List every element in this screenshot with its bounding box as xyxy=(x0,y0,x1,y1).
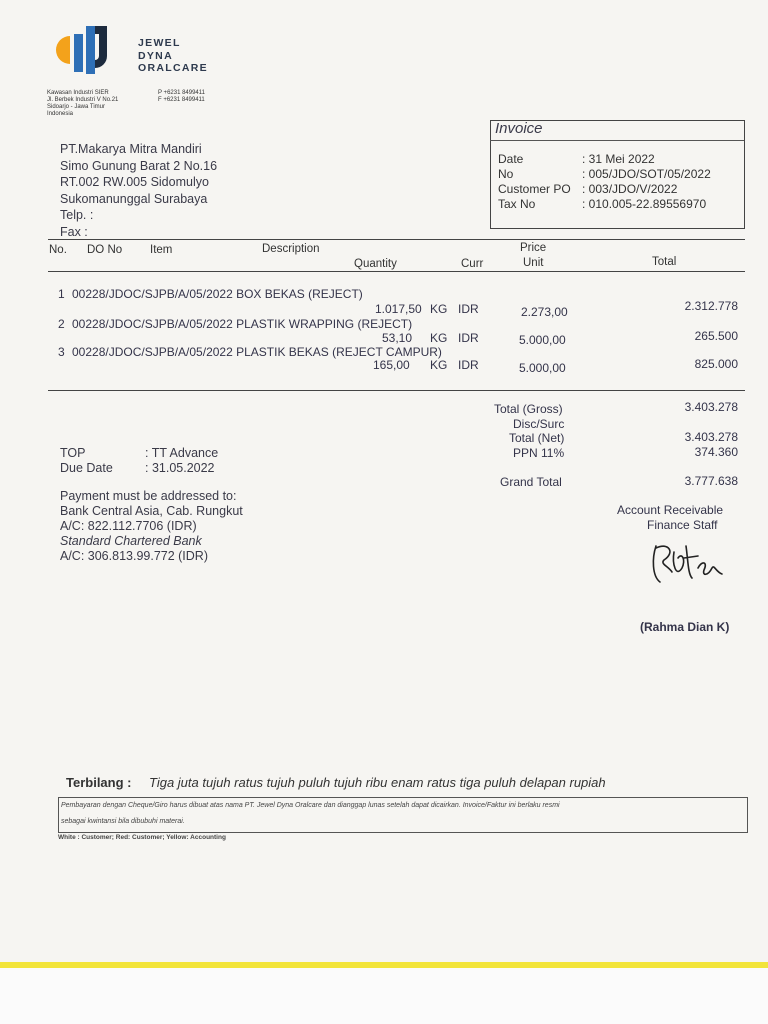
company-logo-icon xyxy=(52,22,132,84)
grand-total-value: 3.777.638 xyxy=(684,474,738,488)
top-label: TOP xyxy=(60,446,86,460)
disc-surc-label: Disc/Surc xyxy=(513,417,565,431)
invoice-no-value: : 005/JDO/SOT/05/2022 xyxy=(582,167,711,181)
payment-bank-1: Bank Central Asia, Cab. Rungkut xyxy=(60,504,243,518)
header-quantity: Quantity xyxy=(354,258,397,270)
customer-address-3: Sukomanunggal Surabaya xyxy=(60,191,208,206)
table-bottom-rule xyxy=(48,390,745,391)
row-2-unit: KG xyxy=(430,331,448,345)
row-2-price: 5.000,00 xyxy=(519,333,566,347)
due-date-value: : 31.05.2022 xyxy=(145,461,215,475)
brand-name xyxy=(138,37,208,75)
customer-po-label: Customer PO xyxy=(498,182,571,196)
grand-total-label: Grand Total xyxy=(500,475,562,489)
row-1-description: 00228/JDOC/SJPB/A/05/2022 BOX BEKAS (REJECT) xyxy=(72,287,363,301)
brand-line-1: JEWEL xyxy=(138,37,181,49)
payment-block xyxy=(60,489,243,564)
row-3-qty: 165,00 xyxy=(373,358,410,372)
customer-name: PT.Makarya Mitra Mandiri xyxy=(60,142,202,156)
total-net-label: Total (Net) xyxy=(509,431,565,445)
address-line: Indonesia xyxy=(47,111,74,117)
total-gross-value: 3.403.278 xyxy=(684,400,738,414)
customer-telp: Telp. : xyxy=(60,208,94,222)
total-net-value: 3.403.278 xyxy=(684,430,738,444)
customer-address-2: RT.002 RW.005 Sidomulyo xyxy=(60,175,209,189)
invoice-title-divider xyxy=(490,140,744,141)
footer-note-line-2: sebagai kwintansi bila dibubuhi materai. xyxy=(61,818,185,825)
footer-note-line-1: Pembayaran dengan Cheque/Giro harus dibuat atas nama PT. Jewel Dyna Oralcare dan dianggap lunas setelah dapat dicairkan. Invoice/Faktur ini berlaku resmi xyxy=(61,802,560,809)
payment-account-1: A/C: 822.112.7706 (IDR) xyxy=(60,519,197,533)
terbilang-text: Tiga juta tujuh ratus tujuh puluh tujuh ribu enam ratus tiga puluh delapan rupiah xyxy=(149,775,606,790)
tax-no-label: Tax No xyxy=(498,197,536,211)
header-total: Total xyxy=(652,256,677,268)
header-item: Item xyxy=(150,244,173,256)
ppn-label: PPN 11% xyxy=(513,446,565,460)
customer-address-1: Simo Gunung Barat 2 No.16 xyxy=(60,158,218,173)
address-line: Kawasan Industri SIER xyxy=(47,90,109,96)
header-unit: Unit xyxy=(523,257,544,269)
payment-line: Payment must be addressed to: xyxy=(60,489,237,503)
payment-account-2: A/C: 306.813.99.772 (IDR) xyxy=(60,549,208,563)
header-description: Description xyxy=(262,243,320,255)
top-value: : TT Advance xyxy=(145,446,219,460)
company-phone: P +6231 8499411 xyxy=(158,90,205,96)
invoice-no-label: No xyxy=(498,167,514,181)
company-address xyxy=(47,90,118,118)
row-2-no: 2 xyxy=(58,317,65,331)
row-1-qty: 1.017,50 xyxy=(375,302,422,316)
table-header-rule xyxy=(48,271,745,272)
row-3-unit: KG xyxy=(430,358,448,372)
handwritten-signature xyxy=(646,538,732,590)
payment-bank-2: Standard Chartered Bank xyxy=(60,534,202,548)
row-1-price: 2.273,00 xyxy=(521,305,568,319)
header-price: Price xyxy=(520,242,547,254)
tax-no-value: : 010.005-22.89556970 xyxy=(582,197,707,211)
company-contact xyxy=(158,90,205,104)
signer-role-1: Account Receivable xyxy=(617,503,724,517)
ppn-value: 374.360 xyxy=(694,445,738,459)
row-2-total: 265.500 xyxy=(694,329,738,343)
due-date-label: Due Date xyxy=(60,461,113,475)
table-top-rule xyxy=(48,239,745,240)
row-1-unit: KG xyxy=(430,302,448,316)
row-1-no: 1 xyxy=(58,287,65,301)
background-below-page xyxy=(0,968,768,1024)
total-gross-label: Total (Gross) xyxy=(494,402,563,416)
row-3-curr: IDR xyxy=(458,358,479,372)
company-fax: F +6231 8499411 xyxy=(158,97,205,103)
row-3-no: 3 xyxy=(58,345,65,359)
date-value: : 31 Mei 2022 xyxy=(582,152,655,166)
row-1-curr: IDR xyxy=(458,302,479,316)
row-2-description: 00228/JDOC/SJPB/A/05/2022 PLASTIK WRAPPING (REJECT) xyxy=(72,317,413,331)
date-label: Date xyxy=(498,152,524,166)
header-no: No. xyxy=(49,244,67,256)
customer-po-value: : 003/JDO/V/2022 xyxy=(582,182,678,196)
brand-line-3: ORALCARE xyxy=(138,62,208,74)
signer-role-2: Finance Staff xyxy=(647,518,718,532)
row-2-curr: IDR xyxy=(458,331,479,345)
row-1-total: 2.312.778 xyxy=(684,299,738,313)
row-2-qty: 53,10 xyxy=(382,331,413,345)
row-3-description: 00228/JDOC/SJPB/A/05/2022 PLASTIK BEKAS (REJECT CAMPUR) xyxy=(72,345,442,359)
signer-name: (Rahma Dian K) xyxy=(640,620,730,634)
customer-block xyxy=(60,141,217,240)
copy-distribution: White : Customer; Red: Customer; Yellow: Accounting xyxy=(58,834,226,841)
brand-line-2: DYNA xyxy=(138,49,173,62)
invoice-title: Invoice xyxy=(495,120,543,137)
row-3-price: 5.000,00 xyxy=(519,361,566,375)
address-line: Sidoarjo - Jawa Timur xyxy=(47,104,106,110)
row-3-total: 825.000 xyxy=(694,357,738,371)
customer-fax: Fax : xyxy=(60,224,88,239)
header-curr: Curr xyxy=(461,258,484,270)
address-line: Jl. Berbek Industri V No.21 xyxy=(47,97,119,103)
header-do-no: DO No xyxy=(87,244,123,256)
terbilang-label: Terbilang : xyxy=(66,775,132,790)
